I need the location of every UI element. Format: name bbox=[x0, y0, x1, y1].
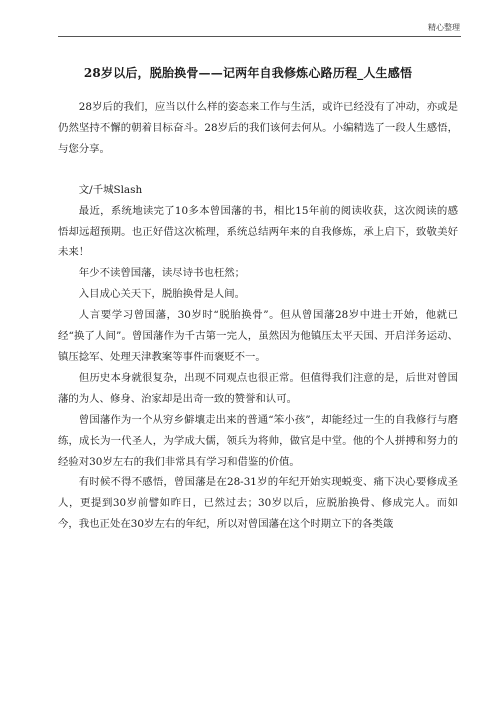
body-paragraph: 最近，系统地读完了10多本曾国藩的书，相比15年前的阅读收获，这次阅读的感悟却远超预期。也正好借这次梳理，系统总结两年来的自我修炼，承上启下，致敬美好未来！ bbox=[58, 204, 458, 259]
article-title: 28岁以后，脱胎换骨——记两年自我修炼心路历程_人生感悟 bbox=[83, 66, 413, 80]
body-paragraph: 但历史本身就很复杂，出现不同观点也很正常。但值得我们注意的是，后世对曾国藩的为人、修身、治家却是出奇一致的赞誉和认可。 bbox=[58, 371, 458, 405]
body-paragraph: 有时候不得不感悟，曾国藩是在28-31岁的年纪开始实现蜕变、痛下决心要修成圣人，更提到30岁前譬如昨日，已然过去；30岁以后，应脱胎换骨、修成完人。而如今，我也正处在30岁左右的年纪，所以对曾国藩在这个时期立下的各类箴 bbox=[58, 476, 458, 531]
body-paragraph: 曾国藩作为一个从穷乡僻壤走出来的普通“笨小孩”，却能经过一生的自我修行与磨练，成长为一代圣人，为学成大儒，领兵为将帅，做官是中堂。他的个人拼搏和努力的经验对30岁左右的我们非常具有学习和借鉴的价值。 bbox=[58, 413, 458, 468]
header-divider bbox=[58, 36, 461, 37]
article-body bbox=[58, 97, 458, 535]
header-note: 精心整理 bbox=[428, 23, 460, 32]
body-paragraph: 人言要学习曾国藩，30岁时“脱胎换骨”。但从曾国藩28岁中进士开始，他就已经“换了人间”。曾国藩作为千古第一完人，虽然因为他镇压太平天国、开启洋务运动、镇压捻军、处理天津教案等事件而褒贬不一。 bbox=[58, 309, 458, 363]
verse-line: 年少不读曾国藩，读尽诗书也枉然； bbox=[78, 267, 246, 280]
paragraph-gap bbox=[58, 160, 458, 180]
author-line: 文/千城Slash bbox=[78, 183, 143, 196]
intro-paragraph: 28岁后的我们，应当以什么样的姿态来工作与生活，或许已经没有了冲动，亦或是仍然坚持不懈的朝着目标奋斗。28岁后的我们该何去何从。小编精选了一段人生感悟，与您分享。 bbox=[58, 101, 458, 155]
verse-line: 入目成心关天下，脱胎换骨是人间。 bbox=[78, 288, 246, 301]
